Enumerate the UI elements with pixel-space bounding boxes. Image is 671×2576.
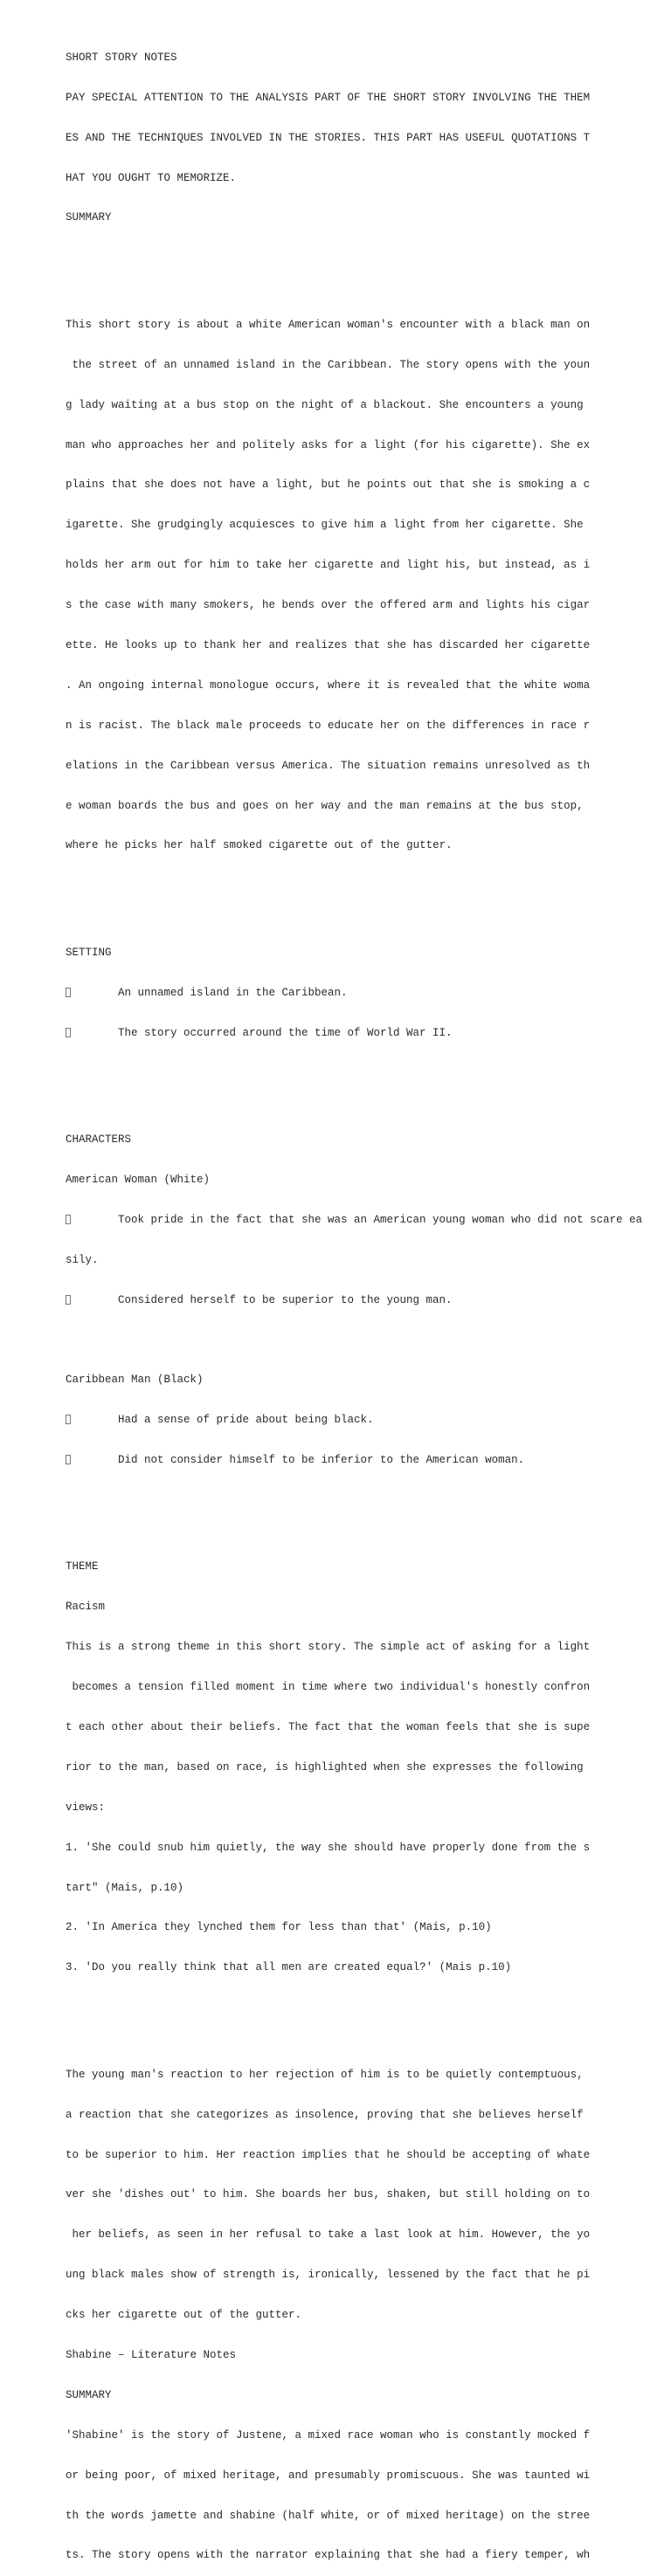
summary-line: man who approaches her and politely asks for a light (for his cigarette). She ex	[66, 438, 591, 451]
summary-line: plains that she does not have a light, but he points out that she is smoking a c	[66, 479, 591, 492]
summary-line: holds her arm out for him to take her cigarette and light his, but instead, as i	[66, 559, 591, 572]
theme-heading: THEME	[66, 1560, 99, 1574]
bullet-icon	[66, 1027, 118, 1040]
shabine-line: ts. The story opens with the narrator explaining that she had a fiery temper, wh	[66, 2549, 591, 2562]
list-item-text: An unnamed island in the Caribbean.	[118, 986, 348, 999]
character-label: American Woman (White)	[66, 1173, 211, 1186]
instruction-line: ES AND THE TECHNIQUES INVOLVED IN THE STORIES. THIS PART HAS USEFUL QUOTATIONS T	[66, 131, 591, 144]
spacer	[66, 2001, 660, 2015]
summary-line: e woman boards the bus and goes on her way and the man remains at the bus stop,	[66, 799, 584, 812]
section-title: Shabine – Literature Notes	[66, 2348, 237, 2361]
theme-line: t each other about their beliefs. The fact that the woman feels that she is supe	[66, 1721, 591, 1733]
analysis-line: cks her cigarette out of the gutter.	[66, 2309, 302, 2322]
spacer	[66, 1494, 660, 1507]
setting-heading: SETTING	[66, 946, 112, 959]
summary-line: igarette. She grudgingly acquiesces to give him a light from her cigarette. She	[66, 519, 584, 532]
analysis-line: ver she 'dishes out' to him. She boards her bus, shaken, but still holding on to	[66, 2188, 591, 2201]
theme-line: 2. 'In America they lynched them for less than that' (Mais, p.10)	[66, 1921, 492, 1934]
summary-line: elations in the Caribbean versus America. The situation remains unresolved as th	[66, 759, 591, 772]
summary-line: n is racist. The black male proceeds to educate her on the differences in race r	[66, 719, 591, 732]
theme-line: 3. 'Do you really think that all men are created equal?' (Mais p.10)	[66, 1961, 512, 1974]
theme-line: views:	[66, 1801, 106, 1814]
analysis-line: ung black males show of strength is, ironically, lessened by the fact that he pi	[66, 2269, 591, 2282]
summary-line: . An ongoing internal monologue occurs, where it is revealed that the white woma	[66, 678, 591, 692]
analysis-line: to be superior to him. Her reaction implies that he should be accepting of whate	[66, 2148, 591, 2161]
theme-line: becomes a tension filled moment in time where two individual's honestly confron	[66, 1681, 591, 1694]
list-item	[66, 987, 660, 1000]
list-item	[66, 1294, 660, 1307]
shabine-line: or being poor, of mixed heritage, and presumably promiscuous. She was taunted wi	[66, 2469, 591, 2482]
analysis-line: a reaction that she categorizes as insolence, proving that she believes herself	[66, 2108, 584, 2121]
bullet-icon	[66, 1294, 118, 1307]
summary-line: ette. He looks up to thank her and realizes that she has discarded her cigarette	[66, 638, 591, 651]
character-label: Caribbean Man (Black)	[66, 1374, 204, 1387]
list-item-text: Took pride in the fact that she was an American young woman who did not scare ea	[118, 1213, 643, 1226]
list-item-text: Did not consider himself to be inferior to the American woman.	[118, 1454, 525, 1467]
theme-line: tart" (Mais, p.10)	[66, 1881, 184, 1894]
list-item	[66, 1454, 660, 1467]
instruction-line: PAY SPECIAL ATTENTION TO THE ANALYSIS PART OF THE SHORT STORY INVOLVING THE THEM	[66, 91, 591, 104]
theme-subheading: Racism	[66, 1601, 106, 1614]
instruction-line: HAT YOU OUGHT TO MEMORIZE.	[66, 171, 237, 184]
list-item-continuation: sily.	[66, 1253, 99, 1266]
summary-line: This short story is about a white American woman's encounter with a black man on	[66, 318, 591, 331]
summary-heading: SUMMARY	[66, 2388, 112, 2401]
theme-line: 1. 'She could snub him quietly, the way she should have properly done from the s	[66, 1841, 591, 1854]
summary-heading: SUMMARY	[66, 211, 112, 224]
list-item-text: Had a sense of pride about being black.	[118, 1414, 374, 1427]
summary-line: g lady waiting at a bus stop on the night of a blackout. She encounters a young	[66, 398, 584, 411]
characters-heading: CHARACTERS	[66, 1133, 132, 1146]
theme-line: rior to the man, based on race, is highlighted when she expresses the following	[66, 1760, 584, 1774]
spacer	[66, 251, 660, 265]
analysis-line: The young man's reaction to her rejection of him is to be quietly contemptuous,	[66, 2068, 584, 2081]
shabine-line: 'Shabine' is the story of Justene, a mixed race woman who is constantly mocked f	[66, 2428, 591, 2442]
analysis-line: her beliefs, as seen in her refusal to take a last look at him. However, the yo	[66, 2228, 591, 2242]
bullet-icon	[66, 1214, 118, 1227]
shabine-line: th the words jamette and shabine (half white, or of mixed heritage) on the stree	[66, 2509, 591, 2522]
doc-title: SHORT STORY NOTES	[66, 51, 177, 64]
list-item-text: Considered herself to be superior to the young man.	[118, 1293, 453, 1306]
bullet-icon	[66, 1454, 118, 1467]
list-item	[66, 1027, 660, 1040]
list-item	[66, 1414, 660, 1427]
spacer	[66, 1333, 660, 1347]
summary-line: the street of an unnamed island in the Caribbean. The story opens with the youn	[66, 358, 591, 371]
summary-line: where he picks her half smoked cigarette out of the gutter.	[66, 839, 453, 852]
list-item-text: The story occurred around the time of World War II.	[118, 1026, 453, 1039]
theme-line: This is a strong theme in this short story. The simple act of asking for a light	[66, 1641, 591, 1654]
list-item	[66, 1214, 660, 1227]
summary-line: s the case with many smokers, he bends over the offered arm and lights his cigar	[66, 599, 591, 612]
bullet-icon	[66, 1414, 118, 1427]
bullet-icon	[66, 987, 118, 1000]
document-page	[66, 11, 660, 2576]
spacer	[66, 879, 660, 892]
spacer	[66, 1066, 660, 1079]
